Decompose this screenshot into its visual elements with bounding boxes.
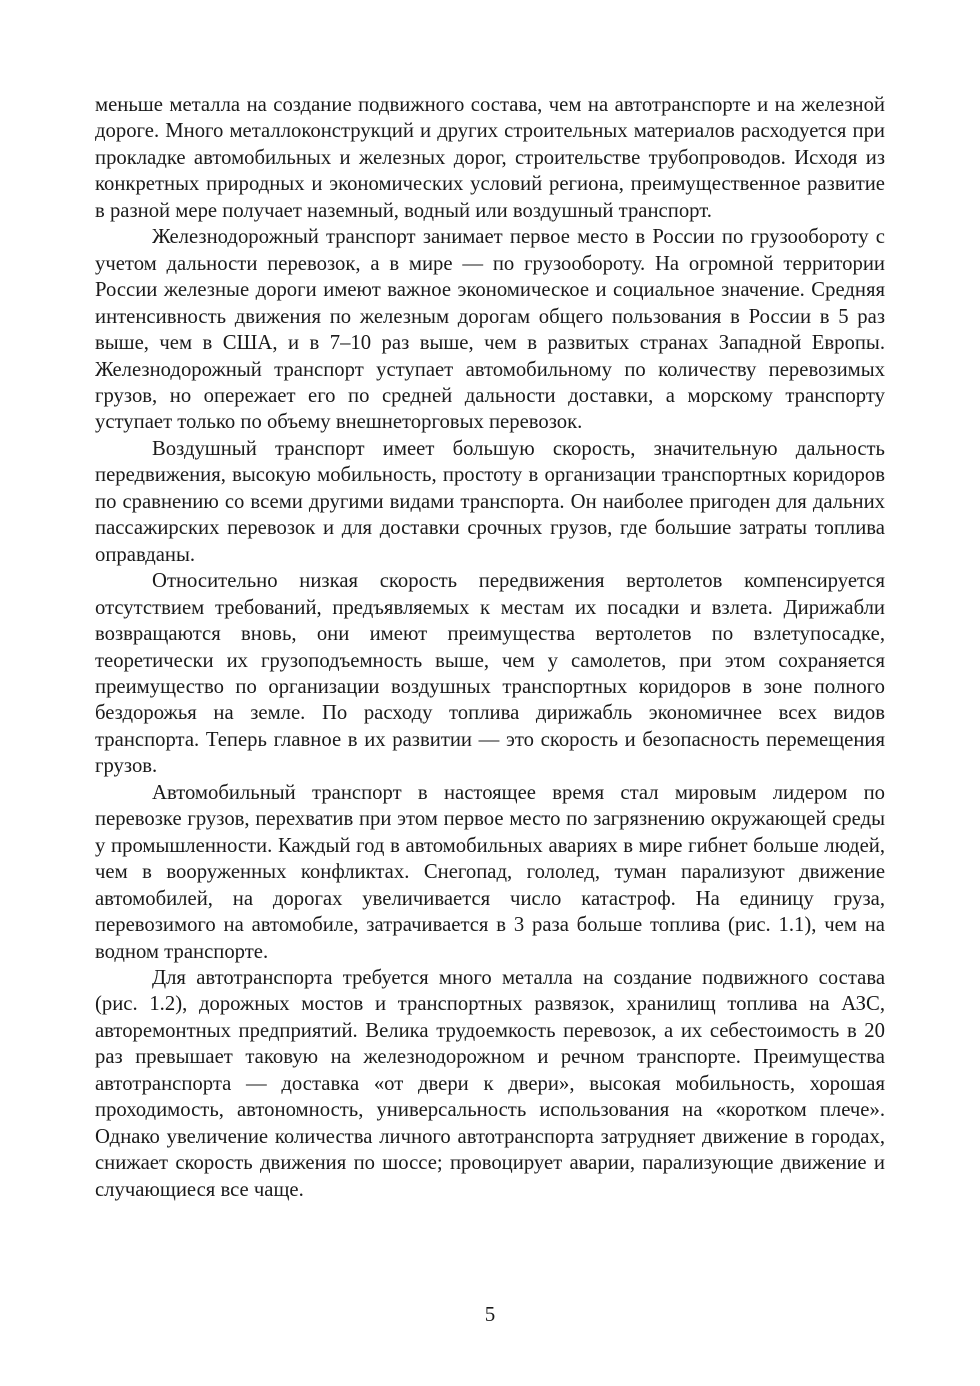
paragraph-road-transport-costs: Для автотранспорта требуется много металла на создание подвижного состава (рис. 1.2), дорожных мостов и транспортных развязок, хранилищ топлива на АЗС, авторемонтных предприятий. Велика трудоемкость перевозок, а их себестоимость в 20 раз превышает таковую на железнодорожном и речном транспорте. Преимущества автотранспорта — доставка «от двери к двери», высокая мобильность, хорошая проходимость, автономность, универсальность использования на «коротком плече». Однако увеличение количества личного автотранспорта затрудняет движение в городах, снижает скорость движения по шоссе; провоцирует аварии, парализующие движение и случающиеся все чаще.	[95, 966, 885, 1201]
paragraph-helicopters-airships: Относительно низкая скорость передвижения вертолетов компенсируется отсутствием требований, предъявляемых к местам их посадки и взлета. Дирижабли возвращаются вновь, они имеют преимущества вертолетов по взлетупосадке, теоретически их грузоподъемность выше, чем у самолетов, при этом сохраняется преимущество по организации воздушных транспортных коридоров в зоне полного бездорожья на земле. По расходу топлива дирижабль экономичнее всех видов транспорта. Теперь главное в их развитии — это скорость и безопасность перемещения грузов.	[95, 570, 885, 778]
paragraph-continuation: меньше металла на создание подвижного состава, чем на автотранспорте и на железной дороге. Много металлоконструкций и других строительных материалов расходуется при прокладке автомобильных и железных дорог, строительстве трубопроводов. Исходя из конкретных природных и экономических условий региона, преимущественное развитие в разной мере получает наземный, водный или воздушный транспорт.	[95, 94, 885, 222]
paragraph-air-transport: Воздушный транспорт имеет большую скорость, значительную дальность передвижения, высокую мобильность, простоту в организации транспортных коридоров по сравнению со всеми другими видами транспорта. Он наиболее пригоден для дальних пассажирских перевозок и для доставки срочных грузов, где большие затраты топлива оправданы.	[95, 437, 885, 566]
page-number: 5	[484, 1302, 496, 1326]
body-text	[95, 92, 885, 1203]
paragraph-railway-transport: Железнодорожный транспорт занимает первое место в России по грузообороту с учетом дальности перевозок, а в мире — по грузообороту. На огромной территории России железные дороги имеют важное экономическое и социальное значение. Средняя интенсивность движения по железным дорогам общего пользования в России в 5 раз выше, чем в США, и в 7–10 раз выше, чем в развитых странах Западной Европы. Железнодорожный транспорт уступает автомобильному по количеству перевозимых грузов, но опережает его по средней дальности доставки, а морскому транспорту уступает только по объему внешнеторговых перевозок.	[95, 226, 885, 434]
paragraph-road-transport: Автомобильный транспорт в настоящее время стал мировым лидером по перевозке грузов, перехватив при этом первое место по загрязнению окружающей среды у промышленности. Каждый год в автомобильных авариях в мире гибнет больше людей, чем в вооруженных конфликтах. Снегопад, гололед, туман парализуют движение автомобилей, на дорогах увеличивается число катастроф. На единицу груза, перевозимого на автомобиле, затрачивается в 3 раза больше топлива (рис. 1.1), чем на водном транспорте.	[95, 781, 885, 963]
